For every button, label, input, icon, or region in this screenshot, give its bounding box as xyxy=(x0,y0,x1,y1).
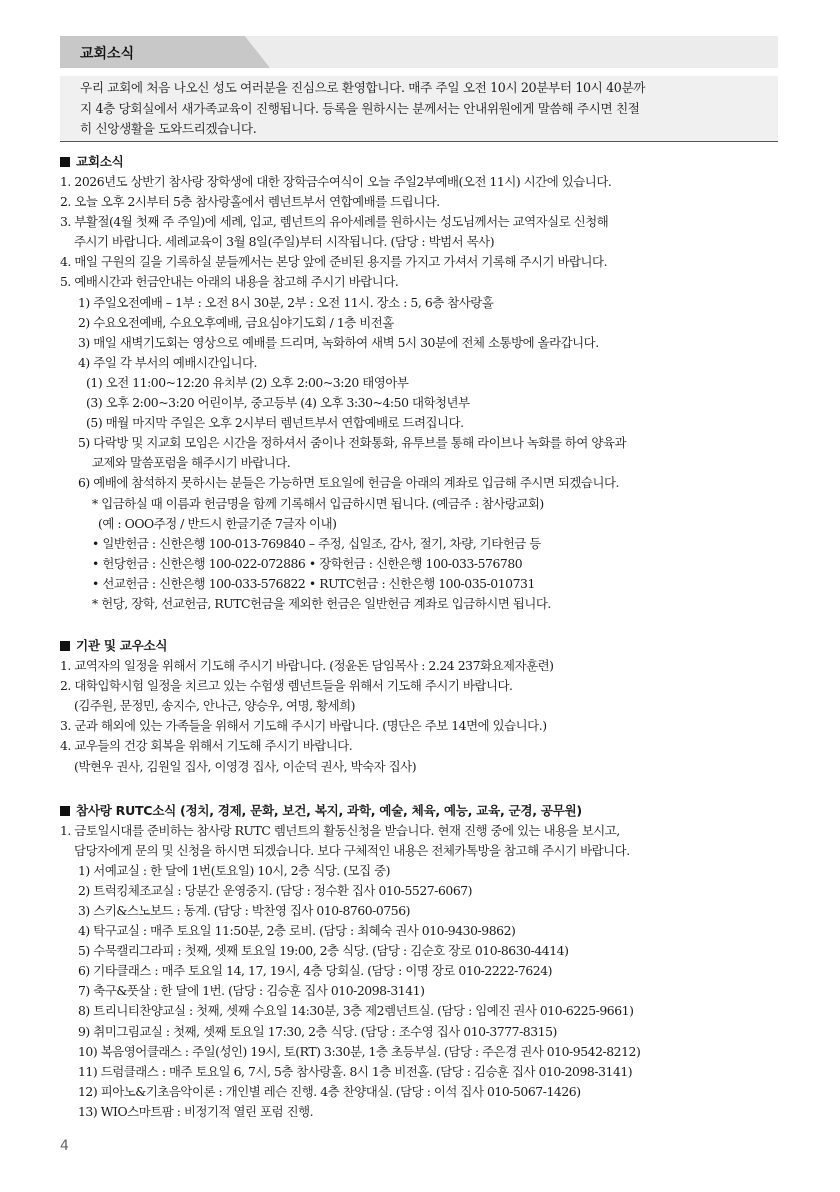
intro-line: 히 신앙생활을 도와드리겠습니다. xyxy=(80,121,257,136)
list-item: (예 : OOO주정 / 반드시 한글기준 7글자 이내) xyxy=(98,515,337,531)
section-heading-members-news: 기관 및 교우소식 xyxy=(60,636,788,656)
square-bullet-icon xyxy=(60,806,70,816)
list-item: * 헌당, 장학, 선교헌금, RUTC헌금을 제외한 헌금은 일반헌금 계좌로 입금하시면 됩니다. xyxy=(92,595,551,611)
page-title: 교회소식 xyxy=(80,46,135,62)
list-item: 2) 수요오전예배, 수요오후예배, 금요심야기도회 / 1층 비전홀 xyxy=(78,314,394,330)
list-item: 5. 예배시간과 헌금안내는 아래의 내용을 참고해 주시기 바랍니다. xyxy=(60,274,399,290)
list-item: 5) 수묵캘리그라피 : 첫째, 셋째 토요일 19:00, 2층 식당. (담당 : 김순호 장로 010-8630-4414) xyxy=(78,943,569,959)
list-item: 12) 피아노&기초음악이론 : 개인별 레슨 진행. 4층 찬양대실. (담당 : 이석 집사 010-5067-1426) xyxy=(78,1083,581,1099)
section-heading-rutc-news: 참사랑 RUTC소식 (정치, 경제, 문화, 보건, 복지, 과학, 예술, 체육, 예능, 교육, 군경, 공무원) xyxy=(60,801,788,821)
list-item: 3. 부활절(4월 첫째 주 주일)에 세례, 입교, 렘넌트의 유아세례를 원하시는 성도님께서는 교역자실로 신청해 xyxy=(60,214,609,230)
list-item: • 일반헌금 : 신한은행 100-013-769840 – 주정, 십일조, 감사, 절기, 차량, 기타헌금 등 xyxy=(92,535,541,551)
list-item: 4. 매일 구원의 길을 기록하실 분들께서는 본당 앞에 준비된 용지를 가지고 가셔서 기록해 주시기 바랍니다. xyxy=(60,254,608,270)
square-bullet-icon xyxy=(60,157,70,167)
list-item: 4. 교우들의 건강 회복을 위해서 기도해 주시기 바랍니다. xyxy=(60,738,353,754)
intro-box xyxy=(60,76,778,142)
list-item: 교제와 말씀포럼을 해주시기 바랍니다. xyxy=(92,455,291,471)
list-item: (1) 오전 11:00~12:20 유치부 (2) 오후 2:00~3:20 태영아부 xyxy=(86,374,409,390)
list-item: • 선교헌금 : 신한은행 100-033-576822 • RUTC헌금 : 신한은행 100-035-010731 xyxy=(92,575,535,591)
square-bullet-icon xyxy=(60,641,70,651)
list-item: 3. 군과 해외에 있는 가족들을 위해서 기도해 주시기 바랍니다. (명단은 주보 14면에 있습니다.) xyxy=(60,718,547,734)
intro-line: 지 4층 당회실에서 새가족교육이 진행됩니다. 등록을 원하시는 분께서는 안내위원에게 말씀해 주시면 친절 xyxy=(80,100,640,116)
list-item: 2. 대학입학시험 일정을 치르고 있는 수험생 렘넌트들을 위해서 기도해 주시기 바랍니다. xyxy=(60,678,513,694)
list-item: 3) 매일 새벽기도회는 영상으로 예배를 드리며, 녹화하여 새벽 5시 30분에 전체 소통방에 올라갑니다. xyxy=(78,334,599,350)
main-content xyxy=(60,152,788,1122)
list-item: 2. 오늘 오후 2시부터 5층 참사랑홀에서 렘넌트부서 연합예배를 드립니다. xyxy=(60,194,440,210)
list-item: 6) 예배에 참석하지 못하시는 분들은 가능하면 토요일에 헌금을 아래의 계좌로 입금해 주시면 되겠습니다. xyxy=(78,475,619,491)
list-item: 1) 주일오전예배 – 1부 : 오전 8시 30분, 2부 : 오전 11시. 장소 : 5, 6층 참사랑홀 xyxy=(78,294,494,310)
list-item: 4) 주일 각 부서의 예배시간입니다. xyxy=(78,354,258,370)
list-item: 7) 축구&풋살 : 한 달에 1번. (담당 : 김승훈 집사 010-2098-3141) xyxy=(78,983,425,999)
list-item: 11) 드럼클래스 : 매주 토요일 6, 7시, 5층 참사랑홀. 8시 1층 비전홀. (담당 : 김승훈 집사 010-2098-3141) xyxy=(78,1063,633,1079)
list-item: 1) 서예교실 : 한 달에 1번(토요일) 10시, 2층 식당. (모집 중) xyxy=(78,862,391,878)
list-item: (김주원, 문정민, 송지수, 안나근, 양승우, 여명, 황세희) xyxy=(74,698,356,714)
list-item: 13) WIO스마트팜 : 비정기적 열린 포럼 진행. xyxy=(78,1103,314,1119)
list-item: 담당자에게 문의 및 신청을 하시면 되겠습니다. 보다 구체적인 내용은 전체카톡방을 참고해 주시기 바랍니다. xyxy=(74,842,630,858)
list-item: * 입금하실 때 이름과 헌금명을 함께 기록해서 입금하시면 됩니다. (예금주 : 참사랑교회) xyxy=(92,495,544,511)
list-item: • 헌당헌금 : 신한은행 100-022-072886 • 장학헌금 : 신한은행 100-033-576780 xyxy=(92,555,523,571)
list-item: 주시기 바랍니다. 세례교육이 3월 8일(주일)부터 시작됩니다. (담당 : 박범서 목사) xyxy=(74,234,495,250)
section-heading-church-news: 교회소식 xyxy=(60,152,788,172)
list-item: (박현우 권사, 김원일 집사, 이영경 집사, 이순덕 권사, 박숙자 집사) xyxy=(74,758,417,774)
list-item: (3) 오후 2:00~3:20 어린이부, 중고등부 (4) 오후 3:30~4:50 대학청년부 xyxy=(86,395,470,411)
list-item: 2) 트럭킹체조교실 : 당분간 운영중지. (담당 : 정수환 집사 010-5527-6067) xyxy=(78,882,473,898)
list-item: 1. 2026년도 상반기 참사랑 장학생에 대한 장학금수여식이 오늘 주일2부예배(오전 11시) 시간에 있습니다. xyxy=(60,174,612,189)
list-item: 10) 복음영어클래스 : 주일(성인) 19시, 토(RT) 3:30분, 1층 초등부실. (담당 : 주은경 권사 010-9542-8212) xyxy=(78,1043,641,1059)
list-item: 6) 기타클래스 : 매주 토요일 14, 17, 19시, 4층 당회실. (담당 : 이명 장로 010-2222-7624) xyxy=(78,963,553,979)
list-item: (5) 매월 마지막 주일은 오후 2시부터 렘넌트부서 연합예배로 드려집니다. xyxy=(86,415,464,431)
list-item: 3) 스키&스노보드 : 동계. (담당 : 박찬영 집사 010-8760-0756) xyxy=(78,903,411,918)
page-number: 4 xyxy=(60,1138,69,1154)
list-item: 8) 트리니티찬양교실 : 첫째, 셋째 수요일 14:30분, 3층 제2렘넌트실. (담당 : 임예진 권사 010-6225-9661) xyxy=(78,1003,634,1019)
intro-line: 우리 교회에 처음 나오신 성도 여러분을 진심으로 환영합니다. 매주 주일 오전 10시 20분부터 10시 40분까 xyxy=(80,80,646,95)
list-item: 4) 탁구교실 : 매주 토요일 11:50분, 2층 로비. (담당 : 최혜숙 권사 010-9430-9862) xyxy=(78,923,516,939)
list-item: 9) 취미그림교실 : 첫째, 셋째 토요일 17:30, 2층 식당. (담당 : 조수영 집사 010-3777-8315) xyxy=(78,1023,557,1039)
list-item: 5) 다락방 및 지교회 모임은 시간을 정하셔서 줌이나 전화통화, 유투브를 통해 라이브나 녹화를 하여 양육과 xyxy=(78,435,626,451)
list-item: 1. 교역자의 일정을 위해서 기도해 주시기 바랍니다. (정윤돈 담임목사 : 2.24 237화요제자훈련) xyxy=(60,658,554,674)
list-item: 1. 금토일시대를 준비하는 참사랑 RUTC 렘넌트의 활동신청을 받습니다. 현재 진행 중에 있는 내용을 보시고, xyxy=(60,822,620,838)
